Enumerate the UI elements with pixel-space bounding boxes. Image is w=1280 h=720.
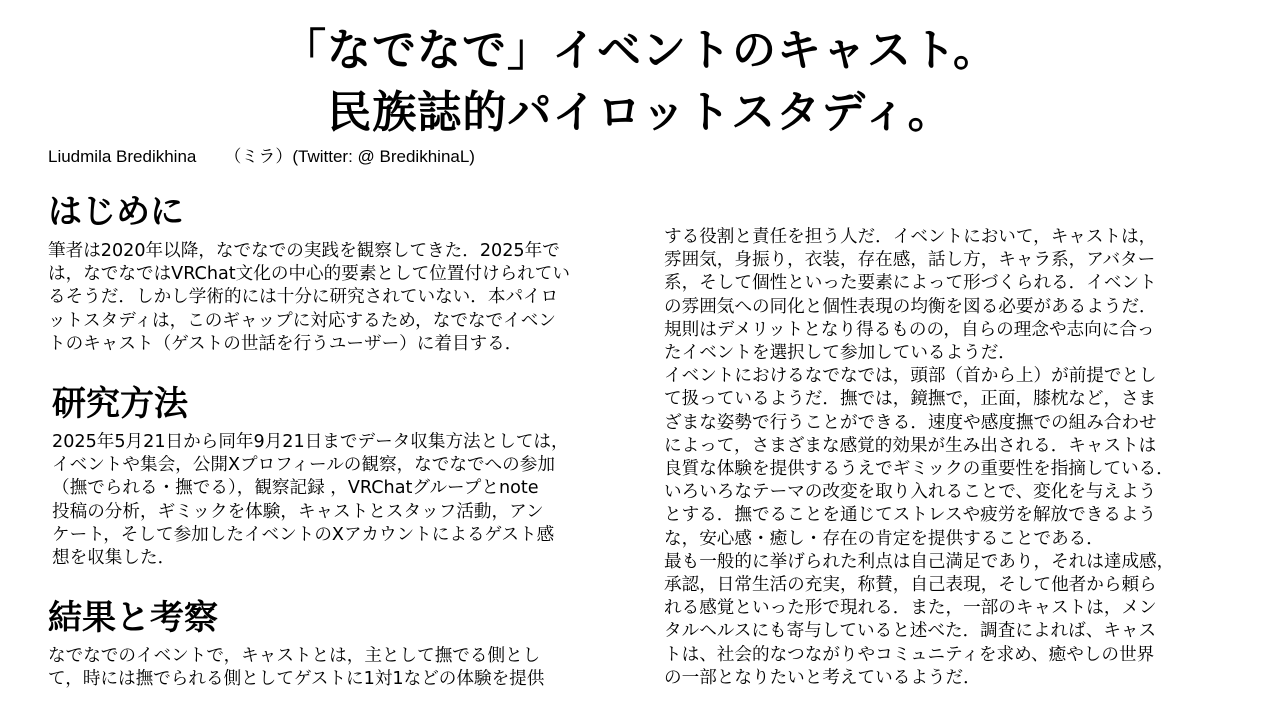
text-line: によって，さまざまな感覚的効果が生み出される．キャストは <box>664 435 1157 456</box>
author-line <box>48 146 475 168</box>
paragraph-methods <box>52 431 569 570</box>
text-line: 良質な体験を提供するうえでギミックの重要性を指摘している． <box>664 459 1174 480</box>
text-line: ケート，そして参加したイベントのXアカウントによるゲスト感 <box>52 524 555 545</box>
heading-introduction: はじめに <box>48 192 184 232</box>
text-line: て扱っているようだ．撫では，鏡撫で，正面，膝枕など，さま <box>664 389 1157 410</box>
text-line: るそうだ．しかし学術的には十分に研究されていない．本パイロ <box>48 287 559 308</box>
text-line: 想を収集した． <box>52 548 176 569</box>
text-line: ットスタディは，このギャップに対応するため，なでなでイベン <box>48 310 556 331</box>
text-line: て，時には撫でられる側としてゲストに1対1などの体験を提供 <box>48 669 545 690</box>
text-line: 承認，日常生活の充実，称賛，自己表現，そして他者から頼ら <box>664 575 1157 596</box>
text-line: トのキャスト（ゲストの世話を行うユーザー）に着目する． <box>48 333 523 354</box>
poster-title-line-2: 民族誌的パイロットスタディ。 <box>327 87 953 138</box>
text-line: 規則はデメリットとなり得るものの，自らの理念や志向に合っ <box>664 319 1155 340</box>
text-line: 最も一般的に挙げられた利点は自己満足であり，それは達成感， <box>664 551 1175 572</box>
author-name: Liudmila Bredikhina <box>48 147 197 166</box>
text-line: な，安心感・癒し・存在の肯定を提供することである． <box>664 528 1104 549</box>
heading-methods: 研究方法 <box>52 384 188 424</box>
text-line: 雰囲気，身振り，衣装，存在感，話し方，キャラ系，アバター <box>664 250 1156 271</box>
text-line: なでなでのイベントで，キャストとは，主として撫でる側とし <box>48 646 541 666</box>
text-line: トは、社会的なつながりやコミュニティを求め、癒やしの世界 <box>664 644 1155 665</box>
text-line: （撫でられる・撫でる），観察記録 ，VRChatグループとnote <box>52 478 539 499</box>
poster-title-line-1: 「なでなで」イベントのキャスト。 <box>281 25 999 76</box>
text-line: の一部となりたいと考えているようだ． <box>664 667 981 688</box>
text-line: の雰囲気への同化と個性表現の均衡を図る必要があるようだ． <box>664 296 1157 317</box>
text-line: 筆者は2020年以降，なでなでの実践を観察してきた．2025年で <box>48 241 560 261</box>
heading-results-discussion: 結果と考察 <box>48 598 218 638</box>
text-line: は，なでなではVRChat文化の中心的要素として位置付けられてい <box>48 264 570 285</box>
text-line: とする．撫でることを通じてストレスや疲労を解放できるよう <box>664 505 1157 526</box>
paragraph-introduction <box>48 240 570 356</box>
text-line: する役割と責任を担う人だ．イベントにおいて，キャストは， <box>664 227 1157 247</box>
text-line: いろいろなテーマの改変を取り入れることで、変化を与えよう <box>664 482 1157 503</box>
text-line: たイベントを選択して参加しているようだ． <box>664 343 1016 364</box>
text-line: 投稿の分析，ギミックを体験，キャストとスタッフ活動，アン <box>52 501 544 522</box>
text-line: イベントにおけるなでなでは，頭部（首から上）が前提でとし <box>664 366 1157 387</box>
text-line: れる感覚といった形で現れる．また，一部のキャストは，メン <box>664 598 1157 619</box>
paragraph-right-column <box>664 226 1174 690</box>
text-line: タルヘルスにも寄与していると述べた．調査によれば、キャス <box>664 621 1157 642</box>
text-line: ざまな姿勢で行うことができる．速度や感度撫での組み合わせ <box>664 412 1157 433</box>
text-line: イベントや集会，公開Xプロフィールの観察，なでなでへの参加 <box>52 455 555 476</box>
text-line: 2025年5月21日から同年9月21日までデータ収集方法としては， <box>52 432 569 452</box>
text-line: 系，そして個性といった要素によって形づくられる．イベント <box>664 273 1157 294</box>
paragraph-results <box>48 645 544 691</box>
author-handle: （ミラ）(Twitter: @ BredikhinaL) <box>224 147 475 166</box>
